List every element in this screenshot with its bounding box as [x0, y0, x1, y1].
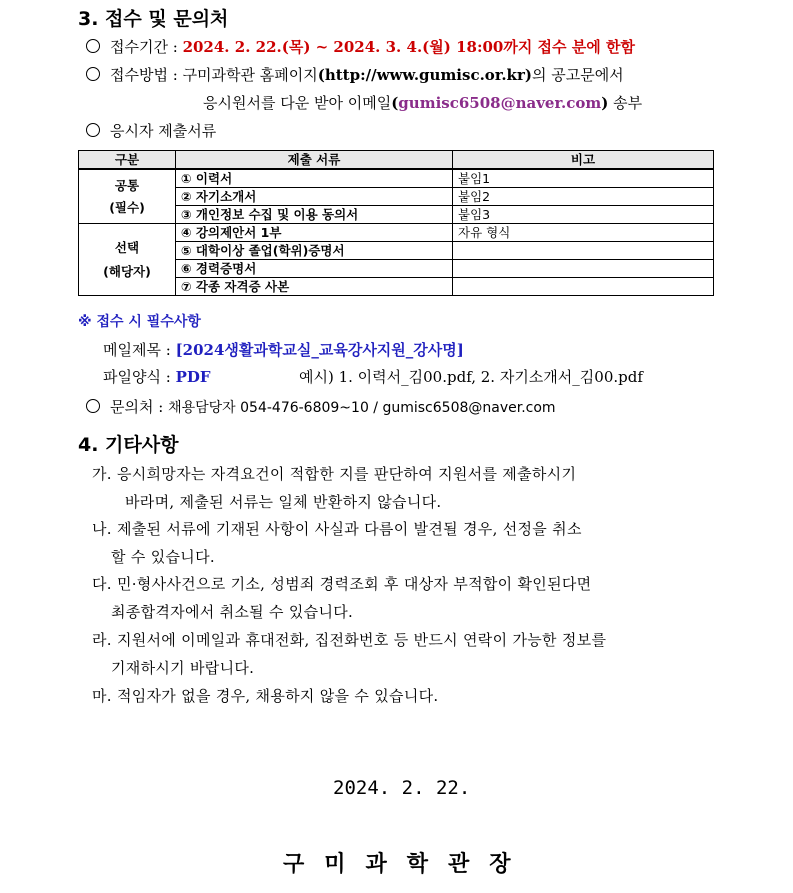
note-cell — [453, 260, 714, 278]
header-documents: 제출 서류 — [176, 151, 453, 170]
etc-marker: 가. — [92, 465, 112, 483]
etc-line2: 기재하시기 바랍니다. — [111, 659, 255, 677]
required-title: ※ 접수 시 필수사항 — [78, 314, 201, 330]
table-row — [79, 224, 714, 242]
note-cell: 붙임1 — [453, 169, 714, 188]
doc-cell: ⑥ 경력증명서 — [176, 260, 453, 278]
doc-cell: ⑤ 대학이상 졸업(학위)증명서 — [176, 242, 453, 260]
contact-label: 문의처 : — [110, 398, 169, 416]
method-row-2 — [203, 92, 642, 113]
header-remarks: 비고 — [453, 151, 714, 170]
group-sublabel: (해당자) — [103, 263, 151, 279]
file-example: 예시) 1. 이력서_김00.pdf, 2. 자기소개서_김00.pdf — [299, 368, 643, 386]
note-cell — [453, 242, 714, 260]
circle-bullet-icon — [86, 67, 100, 81]
etc-line2: 할 수 있습니다. — [111, 548, 215, 566]
documents-label: 응시자 제출서류 — [110, 122, 217, 140]
note-cell: 자유 형식 — [453, 224, 714, 242]
email-paren-open: ( — [391, 94, 399, 112]
etc-item — [92, 629, 606, 650]
method-line1-pre: 구미과학관 홈페이지 — [182, 66, 318, 84]
circle-bullet-icon — [86, 123, 100, 137]
etc-item — [92, 573, 591, 594]
documents-table — [78, 150, 714, 296]
group-label: 공통 — [114, 177, 140, 193]
method-label: 접수방법 : — [110, 66, 183, 84]
doc-cell: ⑦ 각종 자격증 사본 — [176, 278, 453, 296]
doc-cell: ① 이력서 — [176, 169, 453, 188]
section-4-heading: 4. 기타사항 — [78, 434, 179, 456]
method-line1-post: 의 공고문에서 — [531, 66, 624, 84]
etc-marker: 라. — [92, 631, 112, 649]
mail-subject-label: 메일제목 : — [103, 341, 176, 359]
announcement-date: 2024. 2. 22. — [333, 777, 471, 799]
etc-line1: 민·형사사건으로 기소, 성범죄 경력조회 후 대상자 부적합이 확인된다면 — [116, 575, 592, 593]
circle-bullet-icon — [86, 399, 100, 413]
etc-item — [92, 463, 576, 484]
contact-value: 채용담당자 054-476-6809~10 / gumisc6508@naver.com — [168, 400, 556, 416]
etc-line1: 응시희망자는 자격요건이 적합한 지를 판단하여 지원서를 제출하시기 — [116, 465, 577, 483]
email-paren-close: ) — [601, 94, 609, 112]
email-link[interactable]: gumisc6508@naver.com — [398, 94, 602, 112]
organization-signature: 구미과학관장 — [283, 852, 531, 877]
doc-cell: ② 자기소개서 — [176, 188, 453, 206]
group-sublabel: (필수) — [109, 199, 145, 215]
note-cell: 붙임3 — [453, 206, 714, 224]
file-format-label: 파일양식 : — [103, 368, 176, 386]
group-optional — [79, 224, 176, 296]
etc-line1: 지원서에 이메일과 휴대전화, 집전화번호 등 반드시 연락이 가능한 정보를 — [116, 631, 607, 649]
etc-line1: 제출된 서류에 기재된 사항이 사실과 다름이 발견될 경우, 선정을 취소 — [116, 520, 582, 538]
file-format-value: PDF — [175, 368, 211, 386]
method-line2-post: 송부 — [608, 94, 643, 112]
etc-line1: 적임자가 없을 경우, 채용하지 않을 수 있습니다. — [116, 687, 439, 705]
homepage-link[interactable]: (http://www.gumisc.or.kr) — [317, 66, 532, 84]
mail-subject-value: [2024생활과학교실_교육강사지원_강사명] — [175, 341, 464, 359]
doc-cell: ③ 개인정보 수집 및 이용 동의서 — [176, 206, 453, 224]
etc-line2: 최종합격자에서 취소될 수 있습니다. — [111, 603, 354, 621]
etc-marker: 마. — [92, 687, 112, 705]
section-3-heading: 3. 접수 및 문의처 — [78, 8, 229, 30]
note-cell — [453, 278, 714, 296]
etc-line2: 바라며, 제출된 서류는 일체 반환하지 않습니다. — [125, 493, 442, 511]
note-cell: 붙임2 — [453, 188, 714, 206]
doc-cell: ④ 강의제안서 1부 — [176, 224, 453, 242]
period-label: 접수기간 : — [110, 38, 183, 56]
file-format-row — [103, 366, 211, 387]
table-row — [79, 169, 714, 188]
method-row — [86, 64, 624, 85]
etc-marker: 나. — [92, 520, 112, 538]
period-row — [86, 36, 635, 57]
group-common — [79, 169, 176, 224]
period-value: 2024. 2. 22.(목) ~ 2024. 3. 4.(월) 18:00까지 접수 분에 한함 — [182, 38, 635, 56]
method-line2-pre: 응시원서를 다운 받아 이메일 — [203, 94, 392, 112]
etc-item — [92, 685, 439, 706]
group-label: 선택 — [114, 239, 140, 255]
header-category: 구분 — [79, 151, 176, 170]
mail-subject-row — [103, 339, 464, 360]
contact-row — [86, 396, 556, 417]
table-header-row — [79, 151, 714, 170]
circle-bullet-icon — [86, 39, 100, 53]
etc-item — [92, 518, 582, 539]
etc-marker: 다. — [92, 575, 112, 593]
documents-row — [86, 120, 216, 141]
